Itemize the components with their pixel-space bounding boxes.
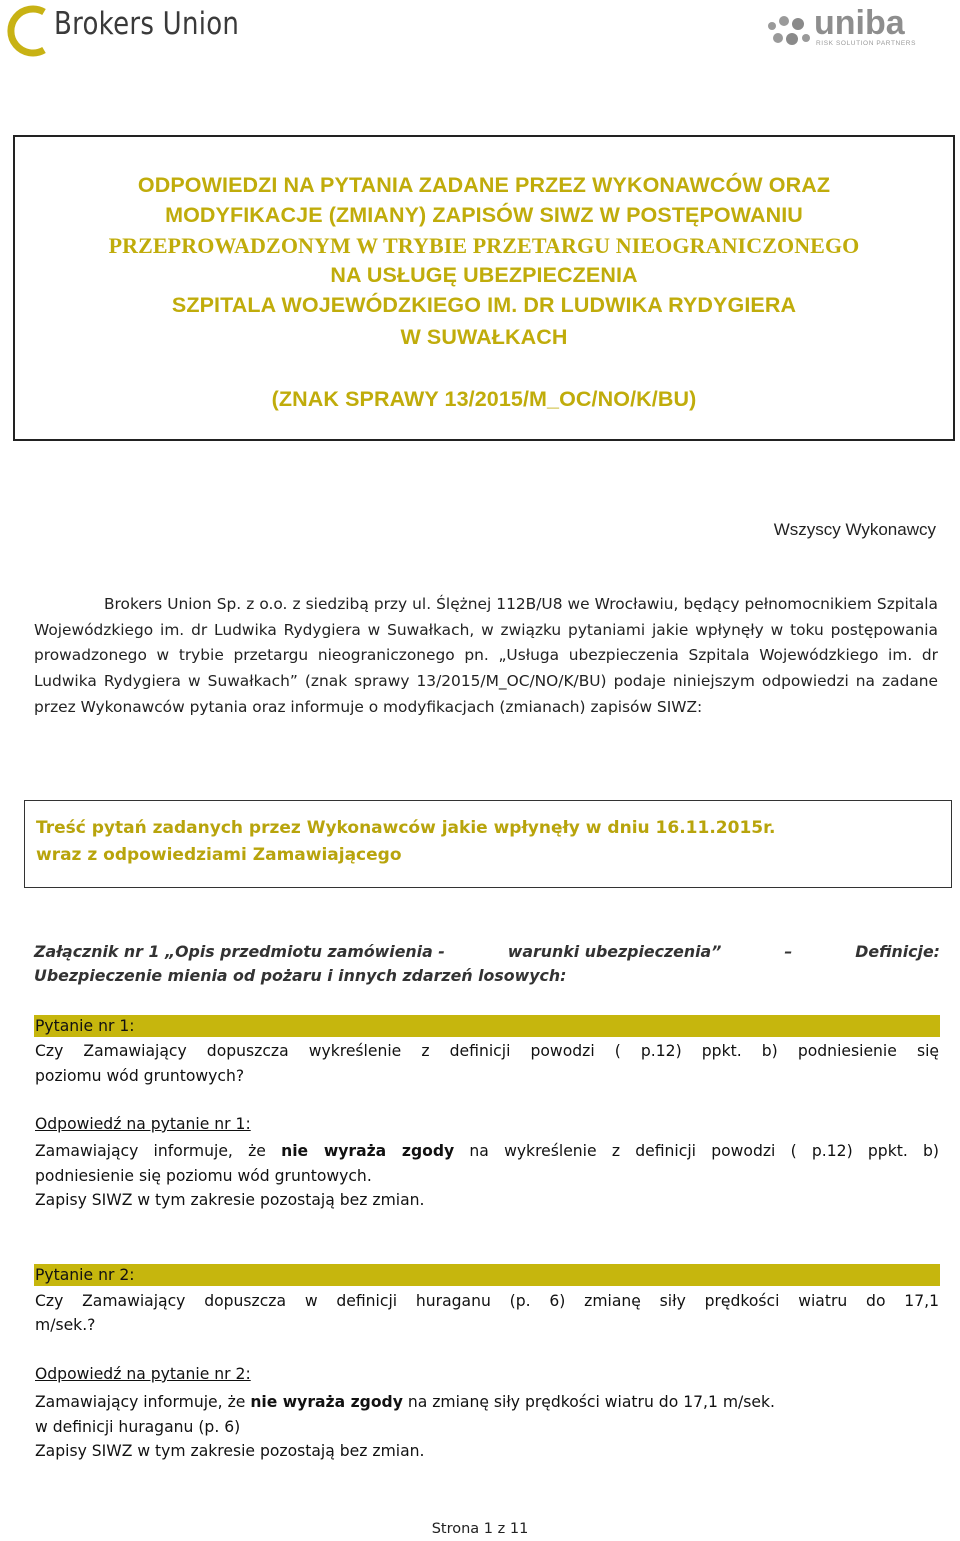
answer-1-label: Odpowiedź na pytanie nr 1: (35, 1115, 251, 1133)
case-number: (ZNAK SPRAWY 13/2015/M_OC/NO/K/BU) (271, 387, 697, 411)
title-line-1: ODPOWIEDZI NA PYTANIA ZADANE PRZEZ WYKONAWCÓW ORAZ (137, 173, 831, 197)
section-heading-box (24, 800, 952, 888)
section-heading-line-1: Treść pytań zadanych przez Wykonawców jakie wpłynęły w dniu 16.11.2015r. (36, 818, 776, 838)
answer-2-line-3: Zapisy SIWZ w tym zakresie pozostają bez zmian. (35, 1442, 425, 1460)
question-2-label: Pytanie nr 2: (35, 1266, 135, 1284)
answer-1-pre: Zamawiający informuje, że (35, 1142, 282, 1160)
uniba-tagline: RISK SOLUTION PARTNERS (816, 40, 917, 47)
uniba-logo (762, 4, 932, 52)
answer-2-post: na zmianę siły prędkości wiatru do 17,1 m/sek. (402, 1393, 776, 1411)
intro-paragraph (34, 592, 938, 721)
recipient-line: Wszyscy Wykonawcy (773, 520, 936, 539)
brokers-union-logo (4, 2, 266, 60)
answer-2-bold: nie wyraża zgody (250, 1393, 403, 1411)
uniba-mark-icon (762, 12, 812, 52)
attachment-part-3: – (784, 942, 793, 961)
intro-text: Brokers Union Sp. z o.o. z siedzibą przy ul. Ślężnej 112B/U8 we Wrocławiu, będący pełnomocnikiem Szpitala Wojewódzkiego im. dr Ludwika Rydygiera w Suwałkach, w związku pytaniami jakie wpłynęły w toku postępowania prowadzonego w trybie przetargu nieograniczonego pn. „Usługa ubezpieczenia Szpitala Wojewódzkiego im. dr Ludwika Rydygiera w Suwałkach” (znak sprawy 13/2015/M_OC/NO/K/BU) podaje niniejszym odpowiedzi na zadane przez Wykonawców pytania oraz informuje o modyfikacjach (zmianach) zapisów SIWZ: (34, 595, 938, 716)
title-line-4: NA USŁUGĘ UBEZPIECZENIA (330, 263, 638, 287)
brokers-union-mark-icon (4, 2, 52, 60)
answer-2-label: Odpowiedź na pytanie nr 2: (35, 1365, 251, 1383)
answer-2-line-1 (35, 1390, 939, 1415)
answer-1-line-3: Zapisy SIWZ w tym zakresie pozostają bez zmian. (35, 1191, 425, 1209)
question-2-text-line-2: m/sek.? (35, 1316, 96, 1334)
title-line-3: PRZEPROWADZONYM W TRYBIE PRZETARGU NIEOGRANICZONEGO (108, 233, 860, 258)
answer-1-post: na wykreślenie z definicji powodzi ( p.12) ppkt. b) (454, 1142, 940, 1160)
question-2-text-line-1: Czy Zamawiający dopuszcza w definicji huraganu (p. 6) zmianę siły prędkości wiatru do 17,1 (35, 1292, 939, 1310)
title-line-5: SZPITALA WOJEWÓDZKIEGO IM. DR LUDWIKA RYDYGIERA (171, 293, 797, 317)
brokers-union-wordmark: Brokers Union (54, 6, 240, 42)
question-1-label: Pytanie nr 1: (35, 1017, 135, 1035)
attachment-part-1: Załącznik nr 1 „Opis przedmiotu zamówienia - (34, 942, 445, 961)
attachment-line-2: Ubezpieczenie mienia od pożaru i innych zdarzeń losowych: (34, 966, 567, 985)
uniba-wordmark: uniba (814, 4, 905, 42)
attachment-part-2: warunki ubezpieczenia” (507, 942, 722, 961)
question-2-highlight (34, 1264, 940, 1286)
attachment-part-4: Definicje: (855, 942, 940, 961)
answer-1-bold: nie wyraża zgody (281, 1142, 455, 1160)
document-title-box (13, 135, 955, 441)
question-1-highlight (34, 1015, 940, 1037)
attachment-heading (34, 940, 940, 988)
answer-1-line-2: podniesienie się poziomu wód gruntowych. (35, 1167, 372, 1185)
question-1-text-line-2: poziomu wód gruntowych? (35, 1067, 245, 1085)
title-line-6: W SUWAŁKACH (400, 325, 568, 349)
page-number: Strona 1 z 11 (431, 1521, 529, 1537)
question-1-text-line-1: Czy Zamawiający dopuszcza wykreślenie z definicji powodzi ( p.12) ppkt. b) podniesienie się (35, 1042, 939, 1060)
answer-2-line-2: w definicji huraganu (p. 6) (35, 1418, 241, 1436)
section-heading-line-2: wraz z odpowiedziami Zamawiającego (36, 845, 402, 865)
title-line-2: MODYFIKACJE (ZMIANY) ZAPISÓW SIWZ W POSTĘPOWANIU (165, 203, 803, 227)
answer-2-pre: Zamawiający informuje, że (35, 1393, 251, 1411)
answer-1-line-1 (35, 1139, 939, 1164)
